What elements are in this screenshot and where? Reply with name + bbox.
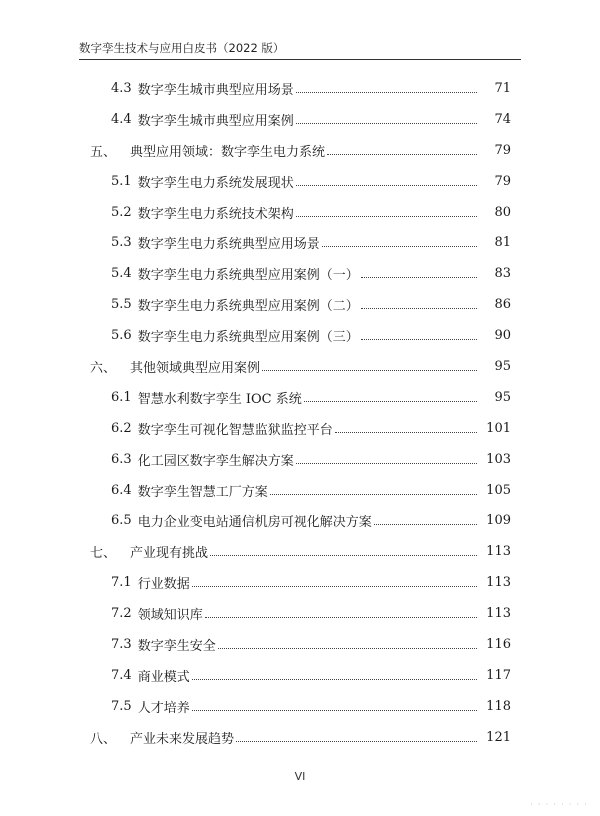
toc-entry-title: 领域知识库 (137, 608, 203, 624)
toc-entry[interactable] (0, 104, 600, 135)
dot-leader (296, 92, 477, 93)
toc-entry-number: 4.4 (111, 111, 132, 127)
toc-entry-page: 113 (486, 606, 511, 622)
toc-entry[interactable] (0, 413, 600, 444)
table-of-contents (0, 73, 600, 753)
toc-entry-number: 5.4 (111, 266, 132, 282)
dot-leader (192, 586, 477, 587)
toc-entry-title: 数字孪生城市典型应用场景 (137, 82, 294, 98)
toc-entry[interactable] (0, 382, 600, 413)
toc-entry-page: 103 (486, 451, 511, 467)
toc-entry[interactable] (0, 567, 600, 598)
toc-entry-title: 典型应用领域：数字孪生电力系统 (130, 144, 326, 160)
dot-leader (270, 494, 477, 495)
toc-entry-number: 五、 (90, 144, 117, 160)
toc-entry-number: 7.3 (111, 636, 132, 652)
toc-entry-page: 105 (486, 482, 511, 498)
toc-entry-title: 数字孪生城市典型应用案例 (137, 113, 294, 129)
toc-entry[interactable] (0, 320, 600, 351)
toc-entry-page: 83 (494, 266, 511, 282)
toc-entry[interactable] (0, 289, 600, 320)
toc-entry[interactable] (0, 197, 600, 228)
toc-entry-title: 其他领域典型应用案例 (130, 360, 261, 376)
toc-entry[interactable] (0, 598, 600, 629)
toc-entry-number: 5.2 (111, 204, 132, 220)
page-number: VI (294, 770, 306, 783)
toc-entry[interactable] (0, 73, 600, 104)
toc-entry-number: 6.4 (111, 482, 132, 498)
toc-entry-page: 79 (494, 142, 511, 158)
toc-entry[interactable] (0, 536, 600, 567)
toc-entry[interactable] (0, 629, 600, 660)
dot-leader (361, 277, 477, 278)
toc-entry[interactable] (0, 444, 600, 475)
toc-entry-page: 121 (486, 729, 511, 745)
toc-entry-title: 产业未来发展趋势 (130, 731, 235, 747)
toc-entry-title: 数字孪生电力系统典型应用案例（一） (137, 268, 359, 284)
dot-leader (361, 339, 477, 340)
toc-entry-title: 数字孪生电力系统技术架构 (137, 206, 294, 222)
toc-entry-title: 数字孪生电力系统典型应用场景 (137, 237, 320, 253)
toc-entry-page: 86 (494, 297, 511, 313)
dot-leader (192, 679, 477, 680)
dot-leader (236, 741, 477, 742)
toc-entry-title: 数字孪生可视化智慧监狱监控平台 (137, 422, 333, 438)
toc-entry-number: 5.3 (111, 235, 132, 251)
toc-entry-number: 八、 (90, 731, 117, 747)
toc-entry-page: 95 (494, 389, 511, 405)
dot-leader (192, 710, 477, 711)
dot-leader (304, 401, 477, 402)
toc-entry-number: 6.3 (111, 451, 132, 467)
dot-leader (361, 308, 477, 309)
toc-entry-page: 101 (486, 420, 511, 436)
toc-entry-number: 5.1 (111, 173, 132, 189)
toc-entry-page: 81 (494, 235, 511, 251)
dot-leader (210, 555, 477, 556)
toc-entry[interactable] (0, 227, 600, 258)
toc-entry[interactable] (0, 351, 600, 382)
dot-leader (327, 154, 477, 155)
toc-entry-title: 数字孪生电力系统发展现状 (137, 175, 294, 191)
toc-entry[interactable] (0, 505, 600, 536)
toc-entry[interactable] (0, 258, 600, 289)
dot-leader (218, 648, 477, 649)
toc-entry-page: 71 (494, 80, 511, 96)
toc-entry-number: 7.1 (111, 575, 132, 591)
toc-entry[interactable] (0, 135, 600, 166)
toc-entry-number: 六、 (90, 360, 117, 376)
toc-entry-page: 109 (486, 513, 511, 529)
toc-entry-number: 5.5 (111, 297, 132, 313)
toc-entry-page: 116 (486, 636, 511, 652)
toc-entry-title: 商业模式 (137, 669, 190, 685)
dot-leader (296, 123, 477, 124)
dot-leader (296, 216, 477, 217)
toc-entry-page: 79 (494, 173, 511, 189)
toc-entry[interactable] (0, 660, 600, 691)
toc-entry-page: 95 (494, 358, 511, 374)
dot-leader (322, 246, 477, 247)
dot-leader (262, 370, 477, 371)
dot-leader (335, 432, 477, 433)
toc-entry-number: 4.3 (111, 80, 132, 96)
toc-entry-page: 113 (486, 544, 511, 560)
toc-entry[interactable] (0, 722, 600, 753)
watermark: · · · · · · · · (530, 800, 588, 810)
running-header: 数字孪生技术与应用白皮书（2022 版） (79, 41, 285, 55)
toc-entry-title: 数字孪生安全 (137, 638, 216, 654)
header-rule (79, 59, 521, 60)
toc-entry[interactable] (0, 691, 600, 722)
toc-entry-number: 7.2 (111, 606, 132, 622)
toc-entry-title: 电力企业变电站通信机房可视化解决方案 (137, 515, 372, 531)
toc-entry-title: 智慧水利数字孪生 IOC 系统 (137, 391, 302, 407)
toc-entry-title: 数字孪生电力系统典型应用案例（三） (137, 330, 359, 346)
toc-entry[interactable] (0, 475, 600, 506)
toc-entry[interactable] (0, 166, 600, 197)
toc-entry-number: 6.5 (111, 513, 132, 529)
toc-entry-number: 5.6 (111, 328, 132, 344)
dot-leader (296, 185, 477, 186)
toc-entry-page: 113 (486, 575, 511, 591)
toc-entry-title: 行业数据 (137, 577, 190, 593)
toc-entry-number: 6.1 (111, 389, 132, 405)
toc-entry-number: 6.2 (111, 420, 132, 436)
toc-entry-page: 117 (486, 667, 511, 683)
toc-entry-page: 80 (494, 204, 511, 220)
dot-leader (205, 617, 477, 618)
toc-entry-title: 数字孪生电力系统典型应用案例（二） (137, 299, 359, 315)
toc-entry-title: 化工园区数字孪生解决方案 (137, 453, 294, 469)
toc-entry-page: 74 (494, 111, 511, 127)
toc-entry-page: 90 (494, 328, 511, 344)
dot-leader (296, 463, 477, 464)
toc-entry-number: 7.4 (111, 667, 132, 683)
toc-entry-title: 数字孪生智慧工厂方案 (137, 484, 268, 500)
toc-entry-page: 118 (486, 698, 511, 714)
toc-entry-title: 人才培养 (137, 700, 190, 716)
toc-entry-number: 7.5 (111, 698, 132, 714)
dot-leader (374, 524, 477, 525)
toc-entry-number: 七、 (90, 546, 117, 562)
toc-entry-title: 产业现有挑战 (130, 546, 209, 562)
